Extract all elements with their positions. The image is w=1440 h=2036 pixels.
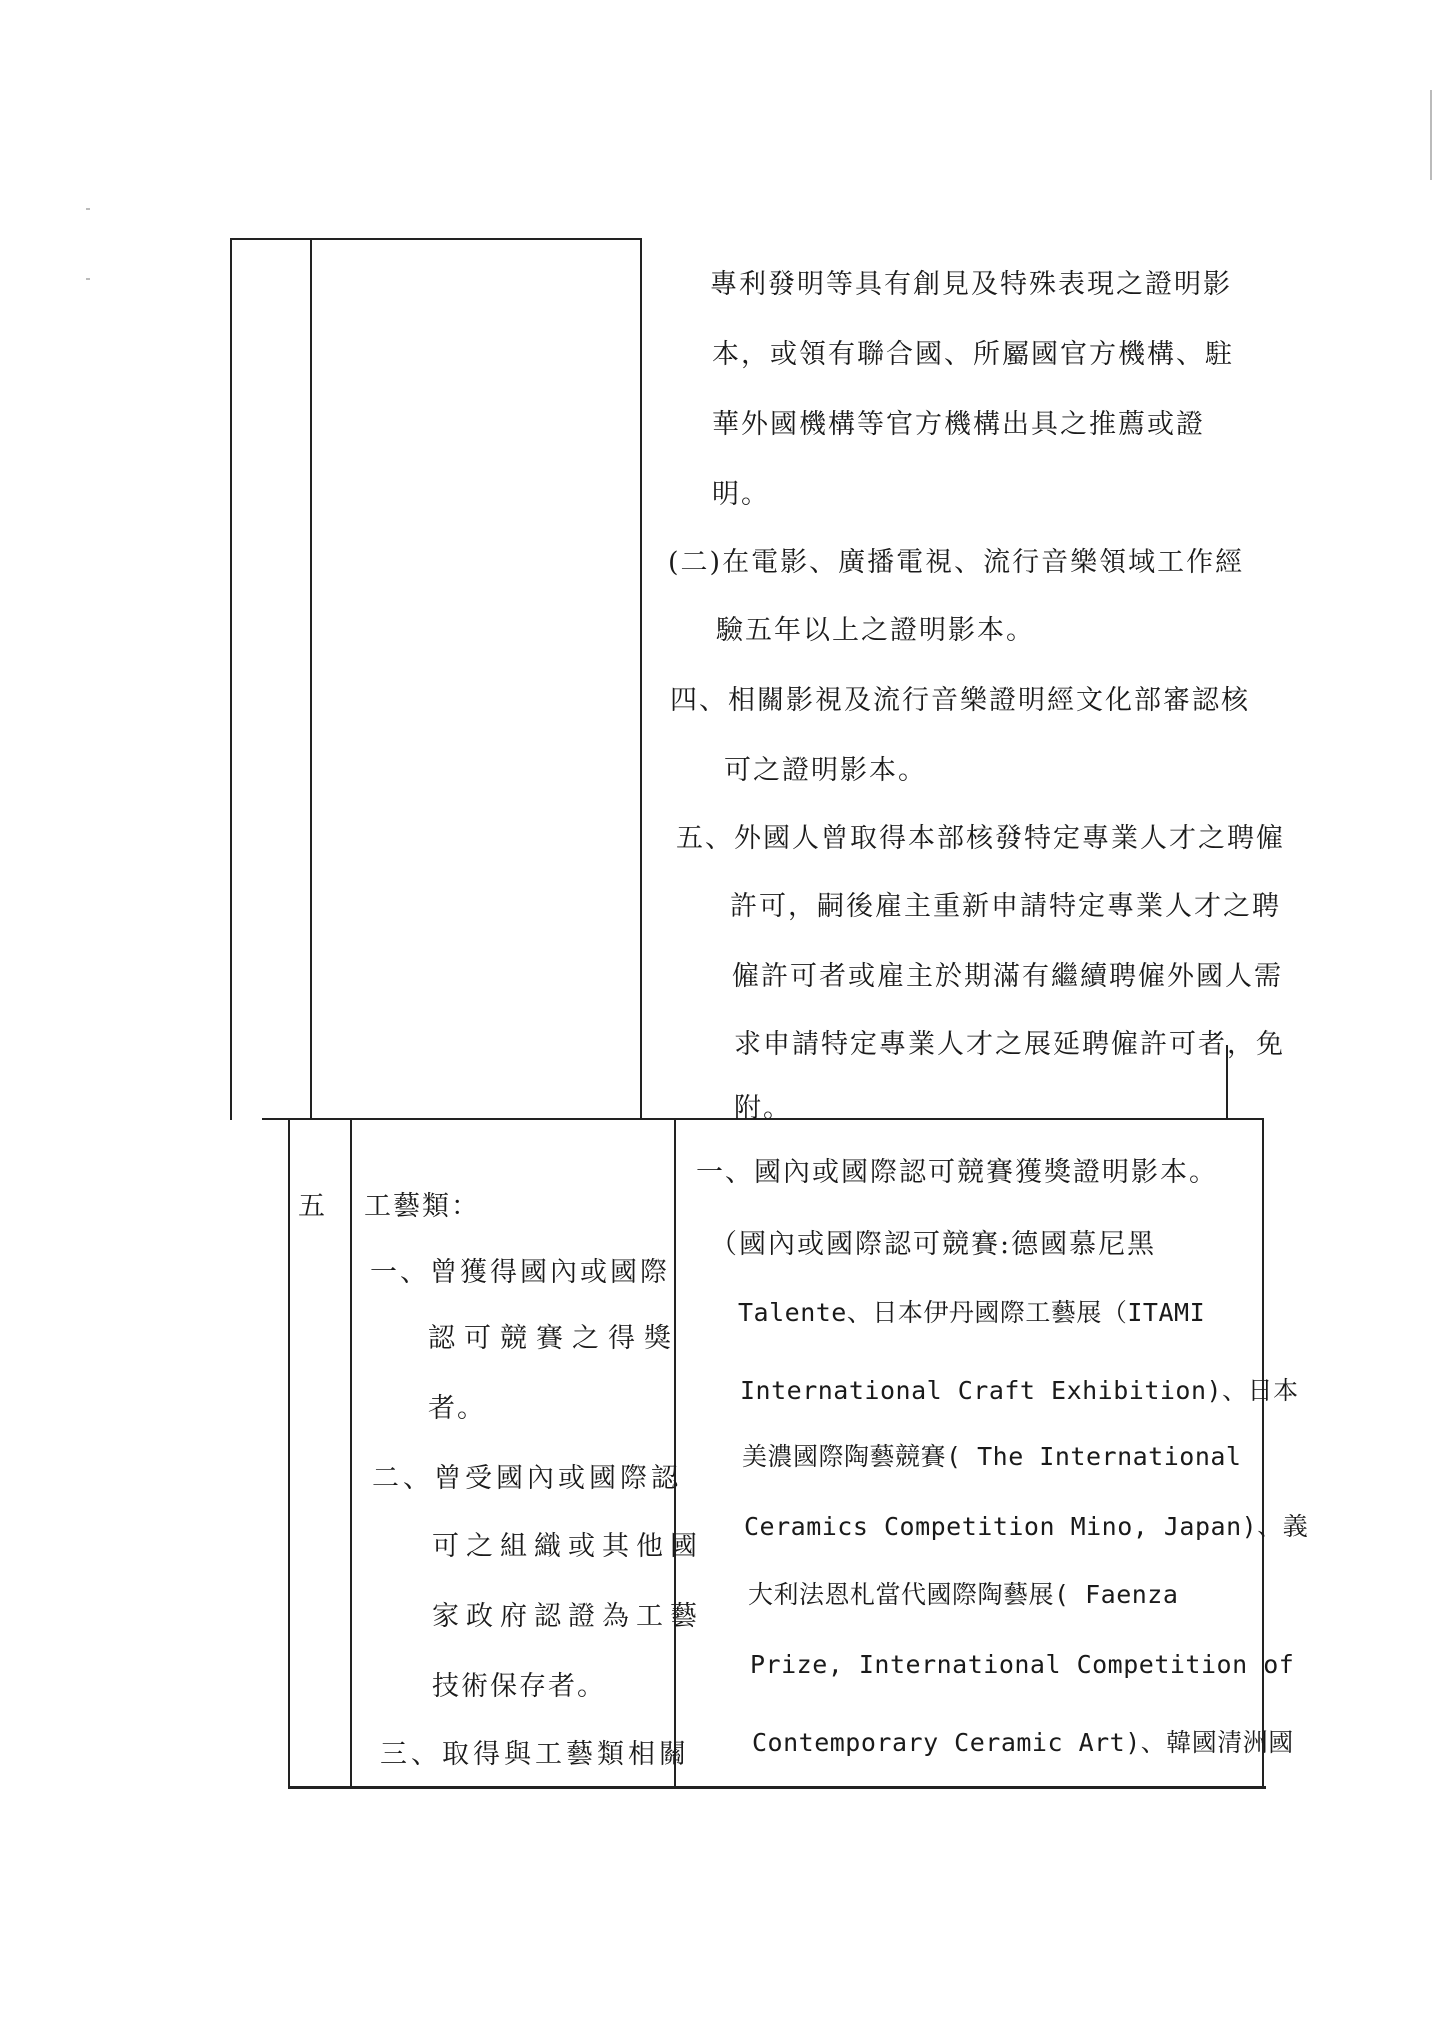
table-top-border xyxy=(230,238,642,240)
text-line: 一、曾獲得國內或國際 xyxy=(370,1257,670,1288)
text-line: 明。 xyxy=(712,479,770,510)
upper-col-divider-2 xyxy=(640,238,642,1120)
scan-edge-mark xyxy=(1430,90,1432,180)
lower-left-border xyxy=(288,1118,290,1788)
text-line: 認可競賽之得獎 xyxy=(428,1323,680,1354)
text-line: 美濃國際陶藝競賽( The International xyxy=(742,1442,1242,1471)
text-line: 華外國機構等官方機構出具之推薦或證 xyxy=(712,409,1205,440)
upper-left-border xyxy=(230,238,232,1120)
text-line: Prize, International Competition of xyxy=(750,1650,1295,1679)
text-line: 可之證明影本。 xyxy=(724,755,927,786)
table-bottom-border xyxy=(288,1786,1266,1789)
upper-col-divider-1 xyxy=(310,238,312,1120)
text-line: 者。 xyxy=(428,1393,486,1424)
text-line: 大利法恩札當代國際陶藝展( Faenza xyxy=(748,1580,1179,1609)
category-title: 工藝類： xyxy=(364,1191,480,1222)
text-line: International Craft Exhibition)、日本 xyxy=(740,1376,1299,1405)
scan-dot xyxy=(86,208,90,210)
text-line: 僱許可者或雇主於期滿有繼續聘僱外國人需 xyxy=(732,961,1283,992)
text-line: 四、相關影視及流行音樂證明經文化部審認核 xyxy=(670,685,1250,716)
text-line: 三、取得與工藝類相關 xyxy=(380,1739,690,1770)
lower-col-divider-2 xyxy=(674,1118,676,1788)
text-line: 本，或領有聯合國、所屬國官方機構、駐 xyxy=(712,339,1234,370)
text-line: 附。 xyxy=(734,1093,792,1124)
category-number: 五 xyxy=(298,1191,327,1222)
text-line: 五、外國人曾取得本部核發特定專業人才之聘僱 xyxy=(676,823,1285,854)
text-line: （國內或國際認可競賽:德國慕尼黑 xyxy=(710,1229,1157,1260)
text-line: Talente、日本伊丹國際工藝展（ITAMI xyxy=(738,1298,1206,1327)
text-line: 許可，嗣後雇主重新申請特定專業人才之聘 xyxy=(730,891,1281,922)
text-line: Ceramics Competition Mino, Japan)、義 xyxy=(744,1512,1309,1541)
text-line: 一、國內或國際認可競賽獲獎證明影本。 xyxy=(696,1157,1218,1188)
text-line: 技術保存者。 xyxy=(432,1671,606,1702)
text-line: 可之組織或其他國 xyxy=(432,1531,704,1562)
lower-right-border xyxy=(1262,1118,1264,1788)
text-line: 求申請特定專業人才之展延聘僱許可者，免 xyxy=(734,1029,1285,1060)
text-line: Contemporary Ceramic Art)、韓國清洲國 xyxy=(752,1728,1294,1757)
text-line: 驗五年以上之證明影本。 xyxy=(716,615,1035,646)
text-line: (二)在電影、廣播電視、流行音樂領域工作經 xyxy=(668,547,1245,578)
text-line: 二、曾受國內或國際認 xyxy=(372,1463,682,1494)
text-line: 專利發明等具有創見及特殊表現之證明影 xyxy=(710,269,1232,300)
text-line: 家政府認證為工藝 xyxy=(432,1601,704,1632)
scan-dot xyxy=(86,278,90,280)
lower-col-divider-1 xyxy=(350,1118,352,1788)
